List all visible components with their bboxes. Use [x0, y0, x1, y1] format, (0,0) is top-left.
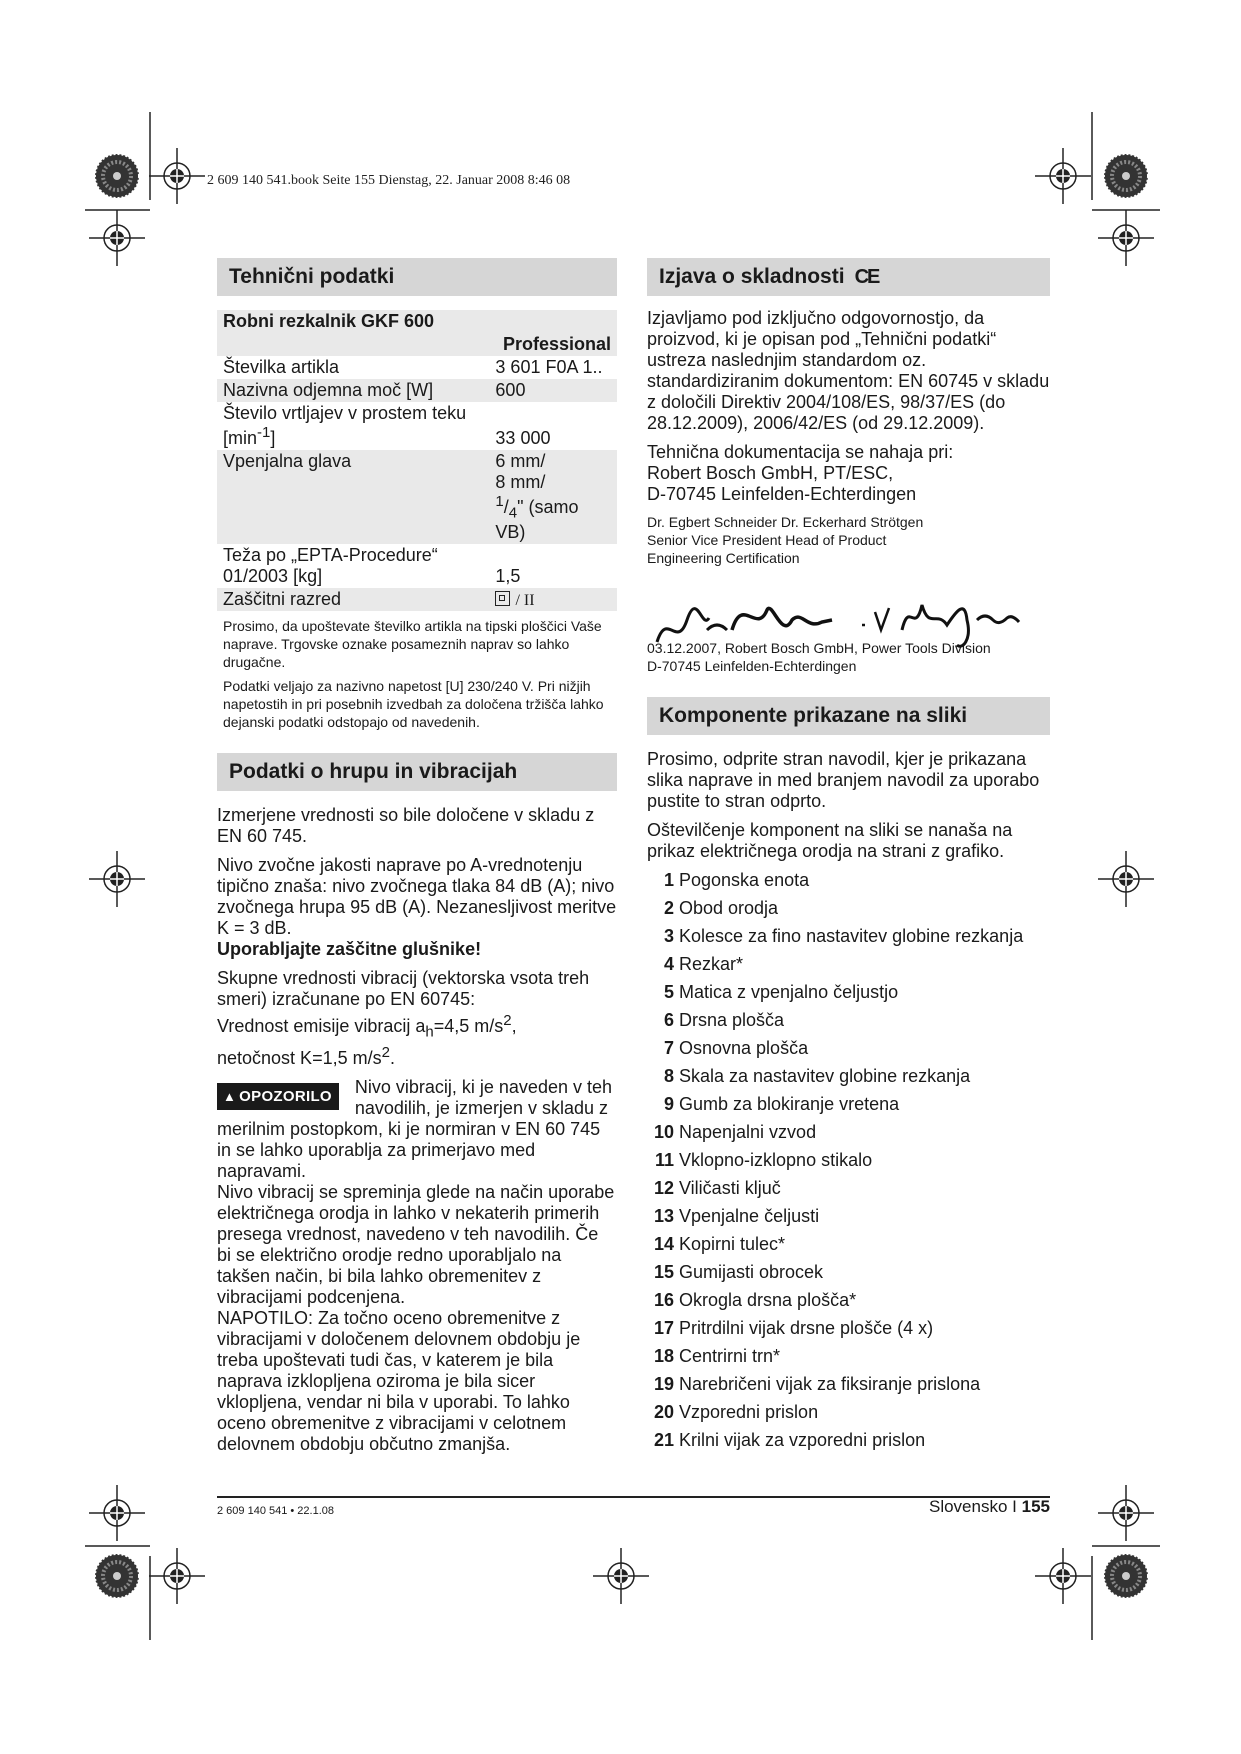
- warning-icon: ▲: [223, 1089, 237, 1105]
- list-item: 1 Pogonska enota: [663, 870, 810, 890]
- table-row: Zaščitni razred / II: [217, 588, 617, 611]
- list-item: 6 Drsna plošča: [663, 1010, 785, 1030]
- list-item: 19 Narebričeni vijak za fiksiranje prislona: [653, 1374, 981, 1394]
- tech-data-table: [217, 310, 617, 611]
- noise-body: Izmerjene vrednosti so bile določene v skladu z EN 60 745. Nivo zvočne jakosti naprave po A-vrednotenju tipično znaša: nivo zvočnega tlaka 84 dB (A); nivo zvočnega hrupa 95 dB (A). Nezanesljivost meritve K = 3 dB. Uporabljajte zaščitne glušnike! Skupne vrednosti vibracij (vektorska vsota treh smeri) izračunane po EN 60745: Vrednost emisije vibracij $a_h=4,5$ $m/s^2$, netočnost K=1,5 $m/s^2$. ▲ OPOZORILO Nivo vibracij, ki je naveden v teh navodilih, je izmerjen v skladu z merilnim postopkom, ki je normiran v EN 60 745 in se lahko uporablja za primerjavo med napravami. Nivo vibracij se spreminja glede na način uporabe električnega orodja in lahko v nekaterih primerih presega vrednost, navedeno v teh navodilih. Če bi se električno orodje redno uporabljalo na takšen način, bi bila lahko obremenitev z vibracijami podcenjena. NAPOTILO: Za točno oceno obremenitve z vibracijami v določenem delovnem obdobju je treba upoštevati tudi čas, v katerem je bila naprava izklopljena oziroma je bila sicer vklopljena, vendar ni bila v uporabi. To lahko oceno obremenitve z vibracijami v celotnem delovnem obdobju občutno zmanjša.: [217, 804, 617, 1455]
- list-item: 3 Kolesce za fino nastavitev globine rezkanja: [663, 926, 1024, 946]
- components-heading: Komponente prikazane na sliki: [647, 697, 1050, 735]
- footer-page: Slovensko I 155: [928, 1497, 1050, 1516]
- right-column: Izjava o skladnosti CE Izjavljamo pod izključno odgovornostjo, da proizvod, ki je opisan pod „Tehnični podatki“ ustreza naslednjim standardom oz. standardiziranim dokumentom: EN 60745 v skladu z določili Direktiv 2004/108/ES, 98/37/ES (do 28.12.2009), 2006/42/ES (od 29.12.2009). Tehnična dokumentacija se nahaja pri: Robert Bosch GmbH, PT/ESC, D-70745 Leinfelden-Echterdingen Dr. Egbert Schneider Dr. Eckerhard Strötgen Senior Vice President Head of Product Engineering Certification 03.12.2007, Robert Bosch GmbH, Power Tools Division D-70745 Leinfelden-Echterdingen Komponente prikazane na sliki Prosimo, odprite stran navodil, kjer je prikazana slika naprave in med branjem navodil za uporabo pustite to stran odprto. Oštevilčenje komponent na sliki se nanaša na prikaz električnega orodja na strani z grafiko. 1 Pogonska enota 2 Obod orodja 3 Kolesce za fino nastavitev globine rezkanja 4 Rezkar* 5 Matica z vpenjalno čeljustjo 6 Drsna plošča 7 Osnovna plošča 8 Skala za nastavitev globine rezkanja 9 Gumb za blokiranje vretena 10 Napenjalni vzvod 11 Vklopno-izklopno stikalo 12 Viličasti ključ 13 Vpenjalne čeljusti 14 Kopirni tulec* 15 Gumijasti obrocek 16 Okrogla drsna plošča* 17 Pritrdilni vijak drsne plošče (4 x) 18 Centrirni trn* 19 Narebričeni vijak za fiksiranje prislona 20 Vzporedni prislon 21 Krilni vijak za vzporedni prislon: [647, 258, 1050, 1458]
- list-item: 21 Krilni vijak za vzporedni prislon: [653, 1430, 926, 1450]
- list-item: 7 Osnovna plošča: [663, 1038, 809, 1058]
- ce-mark-icon: CE: [854, 266, 879, 288]
- table-row: Vpenjalna glava 6 mm/ 8 mm/ $^1/_4$" (samo VB): [217, 450, 617, 544]
- footer-doc-id: 2 609 140 541 • 22.1.08: [217, 1505, 335, 1517]
- list-item: 17 Pritrdilni vijak drsne plošče (4 x): [653, 1318, 934, 1338]
- book-print-line: 2 609 140 541.book Seite 155 Dienstag, 22. Januar 2008 8:46 08: [207, 173, 571, 188]
- list-item: 2 Obod orodja: [663, 898, 779, 918]
- component-list: [647, 870, 1050, 1451]
- table-row: Število vrtljajev v prostem teku $[\min^{-1}]$ 33 000: [223, 403, 551, 448]
- list-item: 18 Centrirni trn*: [653, 1346, 781, 1366]
- signatures: [647, 590, 1047, 660]
- list-item: 20 Vzporedni prislon: [653, 1402, 819, 1422]
- list-item: 8 Skala za nastavitev globine rezkanja: [663, 1066, 971, 1086]
- product-name: Robni rezkalnik GKF 600: [223, 311, 435, 331]
- table-row: Teža po „EPTA-Procedure“ 01/2003 [kg] 1,5: [223, 544, 521, 586]
- list-item: 11 Vklopno-izklopno stikalo: [654, 1150, 873, 1170]
- list-item: 13 Vpenjalne čeljusti: [653, 1206, 820, 1226]
- noise-heading: Podatki o hrupu in vibracijah: [217, 753, 617, 791]
- protection-class-icon: [495, 591, 510, 606]
- note-voltage: Podatki veljajo za nazivno napetost [U] 230/240 V. Pri nižjih napetostih in pri posebnih izvedbah za določena tržišča lahko dejanski podatki odstopajo od navedenih.: [223, 677, 604, 730]
- list-item: 12 Viličasti ključ: [653, 1178, 781, 1198]
- footer-rule: [217, 1496, 1050, 1498]
- note-article: Prosimo, da upoštevate številko artikla na tipski ploščici Vaše naprave. Trgovske oznake posameznih naprav so lahko drugačne.: [223, 617, 602, 670]
- list-item: 10 Napenjalni vzvod: [653, 1122, 817, 1142]
- list-item: 4 Rezkar*: [663, 954, 744, 974]
- left-column: [217, 258, 617, 1463]
- professional-label: Professional: [502, 334, 611, 354]
- table-row: Nazivna odjemna moč [W] 600: [217, 379, 617, 402]
- warning-badge: ▲ OPOZORILO: [217, 1083, 339, 1110]
- table-row: Številka artikla 3 601 F0A 1..: [223, 357, 603, 377]
- list-item: 14 Kopirni tulec*: [653, 1234, 786, 1254]
- conformity-heading: Izjava o skladnosti CE: [647, 258, 1050, 296]
- list-item: 16 Okrogla drsna plošča*: [653, 1290, 857, 1310]
- list-item: 9 Gumb za blokiranje vretena: [663, 1094, 900, 1114]
- list-item: 5 Matica z vpenjalno čeljustjo: [663, 982, 899, 1002]
- tech-data-heading: Tehnični podatki: [217, 258, 617, 296]
- list-item: 15 Gumijasti obrocek: [653, 1262, 824, 1282]
